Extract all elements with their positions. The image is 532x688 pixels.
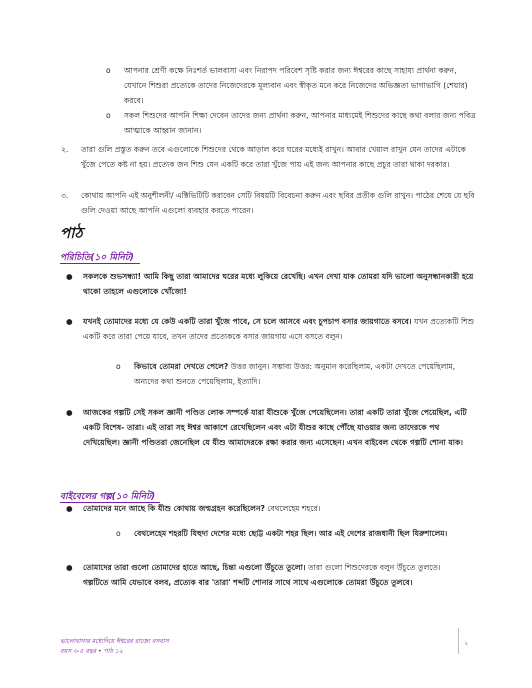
intro-sub-question-rest: উত্তর জানুন। সম্ভাব্য উত্তর: অনুমান করেছিলাম, একটা দেখতে পেয়েছিলাম, অন্যদের কথা শুনতে পেয়েছিলাম, ইত্যাদি। bbox=[134, 362, 456, 386]
story-bullet-1 bbox=[83, 501, 477, 516]
bullet-icon: ● bbox=[66, 317, 73, 326]
bullet-icon: ● bbox=[66, 563, 73, 572]
section-underline bbox=[60, 263, 140, 264]
lesson-heading: পাঠ bbox=[60, 224, 83, 242]
story-sub-item: বেথলেহেম শহরটি যিহুদা দেশের মধ্যে ছোট্ট একটা শহর ছিল। আর এই দেশের রাজধানী ছিল যিরুশালেম। bbox=[134, 529, 448, 538]
intro-sub-question-bold: কিভাবে তোমরা দেখতে পেলে? bbox=[134, 362, 229, 371]
story-bullet-2-bold: তোমাদের তারা গুলো তোমাদের হাতে আছে, চিন্তা এগুলো উঁচুতে তুলো। bbox=[83, 563, 306, 572]
intro-bullet-2 bbox=[83, 314, 477, 344]
page-number: ২ bbox=[464, 639, 469, 647]
list-number: ২. bbox=[61, 145, 69, 154]
story-bullet-2 bbox=[83, 560, 477, 590]
list-marker: o bbox=[116, 529, 121, 538]
footer-title: ভালোবাসার মধ্যেদিয়ে ঈশ্বরের রাজ্যে বসবাস bbox=[60, 638, 169, 645]
story-bullet-2-rest: তারা গুলো শিশুদেরকে বলুন উঁচুতে তুলতে। bbox=[307, 563, 441, 572]
bullet-icon: ● bbox=[66, 408, 73, 417]
numbered-item-3: কোথায় আপনি এই অনুশীলনী/ এক্টিভিটিটি করাবেন সেটি বিষয়টি বিবেচনা করুন এবং ছবির প্রতীক গুলি রাখুন। পাঠের শেষে যে ছবি গুলি দেওয়া আছে আপনি এগুলো ব্যবহার করতে পারেন। bbox=[81, 191, 475, 215]
bullet-icon: ● bbox=[66, 272, 73, 281]
list-marker: o bbox=[106, 111, 111, 120]
intro-bullet-2-rest: যখন প্রত্যেকটি শিশু একটি করে তারা পেয়ে যাবে, তখন তাদের প্রত্যেককে বসার জায়গায় এসে বসতে বলুন। bbox=[83, 317, 475, 341]
story-bullet-1-bold: তোমাদের মনে আছে কি যীশু কোথায় জন্মগ্রহন করেছিলেন? bbox=[83, 504, 265, 513]
intro-bullet-2-bold: যখনই তোমাদের মধ্যে যে কেউ একটি তারা খুঁজে পাবে, সে চলে আসবে এবং চুপচাপ বসার জায়গাতে বসবে। bbox=[83, 317, 412, 326]
footer-subtitle: বয়স ৩-৫ বছর • পাঠ ১২ bbox=[60, 648, 123, 655]
intro-sub-question bbox=[134, 359, 476, 389]
list-marker: o bbox=[106, 66, 111, 75]
intro-item-1: আপনার শ্রেণী কক্ষে নিঃশর্ত ভালবাসা এবং নিরাপদ পরিবেশ সৃষ্টি করার জন্য ঈশ্বরের কাছে সাহায্য প্রার্থনা করুন, যেখানে শিশুরা প্রত্যেকে তাদের নিজেদেরকে মূল্যবান এবং স্বীকৃত মনে করে নিজেদের অভিজ্ঞতা ভাগাভাগি (শেয়ার) করবে। bbox=[124, 66, 468, 105]
section-title-introduction: পরিচিতি(১০ মিনিট) bbox=[60, 253, 134, 263]
list-number: ৩. bbox=[61, 191, 69, 200]
story-bullet-1-rest: বেথলেহেম শহরে। bbox=[267, 504, 321, 513]
section-title-bible-story: বাইবেলের গল্প(১০ মিনিট) bbox=[60, 492, 156, 502]
story-bullet-2-line2: গল্পটিতে আমি যেভাবে বলব, প্রত্যেক বার 'তারা' শব্দটি শোনার সাথে সাথে এগুলোকে তোমরা উঁচুতে তুলবে। bbox=[83, 578, 413, 587]
bullet-icon: ● bbox=[66, 504, 73, 513]
list-marker: o bbox=[116, 362, 121, 371]
intro-item-2: সকল শিশুদের আপনি শিক্ষা দেবেন তাদের জন্য প্রার্থনা করুন, আপনার মাধ্যমেই শিশুদের কাছে কথা বলার জন্য পবিত্র আত্মাকে আহ্বান জানান। bbox=[124, 111, 476, 135]
intro-bullet-3: আজকের গল্পটি সেই সকল জ্ঞানী পণ্ডিত লোক সম্পর্কে যারা যীশুকে খুঁজে পেয়েছিলেন। তারা একটি তারা খুঁজে পেয়েছিল, এটি একটি বিশেষ- তারা। এই তারা সহ ঈশ্বর আকাশে রেখেছিলেন এবং এটা যীশুর কাছে পৌঁছে যাওয়ার জন্য তাদেরকে পথ দেখিয়েছিল। জ্ঞানী পণ্ডিতরা জেনেছিল যে যীশু আমাদেরকে রক্ষা করার জন্য এসেছেন। এখন বাইবেল থেকে গল্পটি শোনা যাক। bbox=[83, 408, 467, 447]
numbered-item-2: তারা গুলি প্রস্তুত করুন তবে এগুলোকে শিশুদের থেকে আড়াল করে ঘরের মধ্যেই রাখুন। আবার খেয়াল রাখুন যেন তাদের এটাকে খুঁজে পেতে কষ্ট না হয়। প্রত্যেক জন শিশু যেন একটি করে তারা খুঁজে পায় এই জন্য আপনার কাছে প্রচুর তারা থাকা দরকার। bbox=[81, 145, 466, 169]
intro-bullet-1: সকলকে শুভসন্ধ্যা! আমি কিছু তারা আমাদের ঘরের মধ্যে লুকিয়ে রেখেছি। এখন দেখা যাক তোমরা যদি ভালো অনুসন্ধানকারী হয়ে থাকো তাহলে এগুলোকে খোঁজো! bbox=[83, 272, 474, 296]
footer-divider bbox=[458, 628, 459, 654]
